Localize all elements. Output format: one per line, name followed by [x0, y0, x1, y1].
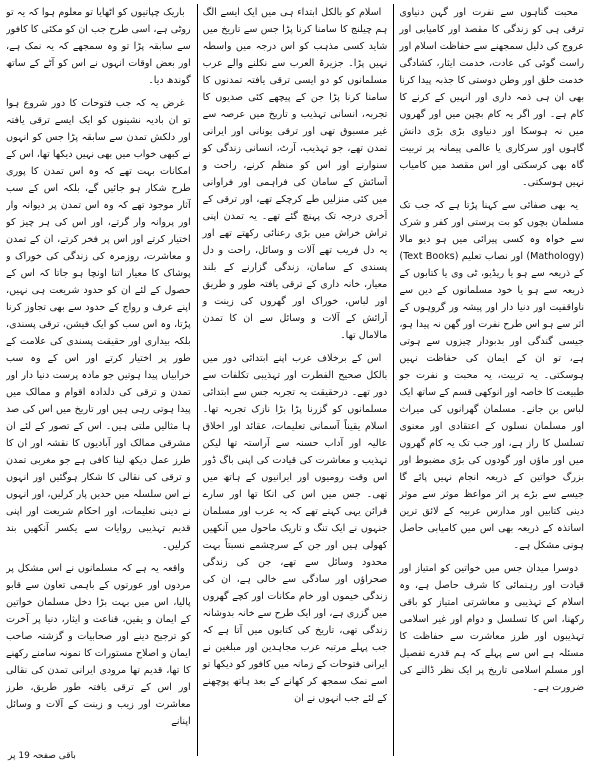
paragraph: اسلام کو بالکل ابتداء ہی میں ایک ایسے الگ ہم چیلنج کا سامنا کرنا پڑا جس سے تاریخ میں شاید کسی مذہب کو اس درجہ میں واسطہ نہیں پڑا۔ جزیرۃ العرب سے نکلنے والے عرب مسلمانوں کو دو ایسی ترقی یافتہ تمدنوں کا سامنا کرنا پڑا جن کے پیچھے کئی صدیوں کا تجربہ، انسانی تہذیب و تاریخ میں عرصہ سے غیر مسبوق تھی اور ترقی یونانی اور ایرانی تمدن تھے، جو تہذیب، آرٹ، انسانی زندگی کو سنوارنے اور اس کو منظم کرنے، راحت و آسائش کے سامان کی فراہمی اور فراوانی میں کئی منزلیں طے کرچکے تھے، اور ترقی کے آخری درجہ تک پہنچ گئے تھے۔ یہ تمدن اپنی تراش خراش میں بڑی رعنائی رکھتے تھے اور یہ دل فریب تھے آلات و وسائل، راحت و دل پسندی کے سامان، زندگی گزارنے کے بلند معیار، خانہ داری کے ترقی یافتہ طور و طریق اور لباس، خوراک اور گھروں کی زینت و آرائش کے آلات و وسائل سے ان کا تمدن مالامال تھا۔	[202, 7, 388, 341]
paragraph: یہ بھی صفائی سے کہنا پڑتا ہے کہ جب تک مسلمان بچوں کو بت پرستی اور کفر و شرک سے خواہ وہ کسی پیرائی میں ہو دیو مالا (Mathology) اور نصاب تعلیم (Text Books) کے ذریعہ سے ہو یا ریڈیو، ٹی وی یا کتابوں کے ذریعہ سے ہو یا خود مسلمانوں کے دین سے ناواقفیت اور دنیا دار اور پیشہ ور گروہوں کے اثر سے ہو اس طرح نفرت اور گھن نہ پیدا ہو، جیسی گندگی اور بدبودار چیزوں سے ہوتی ہے، تو ان کے ایمان کی حفاظت نہیں ہوسکتی۔ یہ تربیت، یہ محبت و نفرت جو طبیعت کا خاصہ اور انوکھی قسم کے ساتھ ایک لباس بن جانے۔ مسلمان گھرانوں کی میراث اور مسلمان نسلوں کے اعتقادی اور معنوی تسلسل کا راز ہے، اور جب تک یہ کام گھروں میں اور ماؤں اور گودوں کی بڑی مضبوط اور بزرگ خواتین کے ذریعہ انجام نہیں پائے گا جیسے سے بڑے پر اثر مواعظ موثر سے موثر دینی کتابیں اور مدارس عربیہ کے لائق ترین اساتذہ کے ذریعہ بھی اس میں کامیابی حاصل ہونی مشکل ہے۔	[399, 200, 584, 551]
column-right	[393, 4, 584, 756]
document-page	[6, 4, 584, 756]
paragraph: واقعہ یہ ہے کہ مسلمانوں نے اس مشکل پر مردوں اور عورتوں کے باہمی تعاون سے قابو پالیا، اس میں بہت بڑا دخل مسلمان خواتین کے ایمان و یقین، قناعت و ایثار، دنیا پر آخرت کو ترجیح دینے اور صحابیات و گزشتہ صاحب ایمان و اصلاح مستورات کا نمونہ سامنے رکھنے کا تھا، قدیم تھا مرودی ایرانی تمدن کی نقالی اور اس کے ترقی یافتہ طور طریق، طرز معاشرت اور زیب و زینت کے آلات و وسائل اپنانے	[5, 563, 191, 727]
continuation-note: باقی صفحہ 19 پر	[8, 751, 76, 761]
paragraph: اس کے برخلاف عرب اپنے ابتدائی دور میں بالکل صحیح الفطرت اور تہذیبی تکلفات سے دور تھے۔ درحقیقت یہ تجربہ جس سے ابتدائی مسلمانوں کو گزرنا پڑا بڑا نازک تجربہ تھا۔ اسلام یقیناً آسمانی تعلیمات، عقائد اور اخلاق عالیہ اور آداب حسنہ سے آراستہ تھا لیکن تہذیب و معاشرت کی قیادت کی اپنی باگ ڈور اس وقت رومیوں اور ایرانیوں کے ہاتھ میں تھی۔ جس میں اس کی انکا تھا اور سارے قرائن یہی کہتے تھے کہ یہ عرب اور مسلمان جنہوں نے ایک تنگ و تاریک ماحول میں آنکھیں کھولی ہیں اور جن کے سرچشمے نسبتاً بہت محدود وسائل سے تھے، جن کی زندگی صحراؤں اور سادگی سے خالی ہے، ان کی زندگی خیموں اور خام مکانات اور کچے گھروں میں گزری ہے، اور ایک طرح سے خانہ بدوشانہ زندگی تھی، تاریخ کی کتابوں میں آتا ہے کہ جب پہلے مرتبہ عرب مجاہدین اور مبلغین نے ایرانی فتوحات کے زمانہ میں کافور کو دیکھا تو اسے نمک سمجھ کر کھانے کے بعد ہاتھ پوچھنے کے لئے جب انہوں نے ان	[202, 353, 388, 704]
paragraph: غرض یہ کہ جب فتوحات کا دور شروع ہوا تو ان بادیہ نشینوں کو ایک ایسے ترقی یافتہ اور دلکش تمدن سے سابقہ پڑا جس کو انہوں نے کبھی خواب میں بھی نہیں دیکھا تھا، اس کے امکانات بہت تھے کہ وہ اس تمدن کا پوری طرح شکار ہو جائیں گے، بلکہ اس کے سب آثار موجود تھے کہ وہ اس تمدن پر دیوانہ وار اور پروانہ وار گرتے، اور اس کی ہر چیز کو اختیار کرتے اور اس پر فخر کرتے، ان کے تمدن و معاشرت، روزمرہ کی زندگی کی خوراک و پوشاک کا معیار اتنا اونچا ہو جاتا کہ اس کے حصول کے لئے ان کو حدود شریعت ہی نہیں، اپنے عرف و رواج کے حدود سے بھی تجاوز کرنا پڑتا، وہ اس سب کو ایک فیشن، ترقی پسندی، بلکہ بیداری اور حقیقت پسندی کی علامت کے طور پر اختیار کرتے اور اس کے وہ سب خرابیاں پیدا ہوتیں جو مادہ پرست دنیا دار اور تمدن و ترقی کی دلدادہ اقوام و ممالک میں پیدا ہوتی رہی ہیں اور تاریخ میں اس کی صد ہا مثالیں ملتی ہیں۔ اس کے تصور کے لئے ان مشرقی ممالک اور آبادیوں کا نقشہ اور ان کا طرز عمل دیکھ لینا کافی ہے جو مغربی تمدن و ترقی کی نقالی کا شکار ہوگئیں اور انہوں نے اس سلسلہ میں حدیں پار کرلیں، اور انہوں نے دینی تعلیمات، اور احکام شریعت اور اپنی قدیم تہذیبی روایات سے یکسر آنکھیں بند کرلیں۔	[5, 98, 191, 551]
paragraph: محبت گناہوں سے نفرت اور گہن دنیاوی ترقی ہی کو زندگی کا مقصد اور کامیابی اور عروج کی دلیل سمجھنے سے حفاظت اسلام اور راست گوئی کی عادت، خدمت ایثار، کشادگی خدمت خلق اور وطن دوستی کا جذبہ پیدا کرنا بھی ان ہی ذمہ داری اور انہیں کے کرنے کا کام ہے۔ اور اگر یہ کام بچپن میں اور گھروں میں نہ ہوسکا اور دنیاوی بڑی بڑی دانش گاہوں اور سرکاری یا عالمی پیمانہ پر تربیت گاہ بھی کرسکتی اور اس مقصد میں کامیاب نہیں ہوسکتی۔	[399, 7, 584, 188]
paragraph: دوسرا میدان جس میں خواتین کو امتیاز اور قیادت اور رہنمائی کا شرف حاصل ہے، وہ اسلام کے تہذیبی و معاشرتی امتیاز کو باقی رکھنا، اس کا تسلسل و دوام اور غیر اسلامی تہذیبوں اور طرز معاشرت سے حفاظت کا مسئلہ ہے اس سے پہلے کہ ہم قدرے تفصیل اور مسلم اسلامی تاریخ پر ایک نظر ڈالنے کی ضرورت ہے۔	[399, 563, 584, 693]
column-left	[6, 4, 191, 756]
column-middle	[197, 4, 388, 756]
paragraph: باریک چپاتیوں کو اٹھایا تو معلوم ہوا کہ یہ تو روٹی ہے، اسی طرح جب ان کو مکئی کا کافور سے سابقہ پڑا تو وہ سمجھے کہ یہ نمک ہے، اور بعض اوقات انہوں نے اس کو آٹے کے ساتھ گوندھ دیا۔	[5, 7, 191, 86]
